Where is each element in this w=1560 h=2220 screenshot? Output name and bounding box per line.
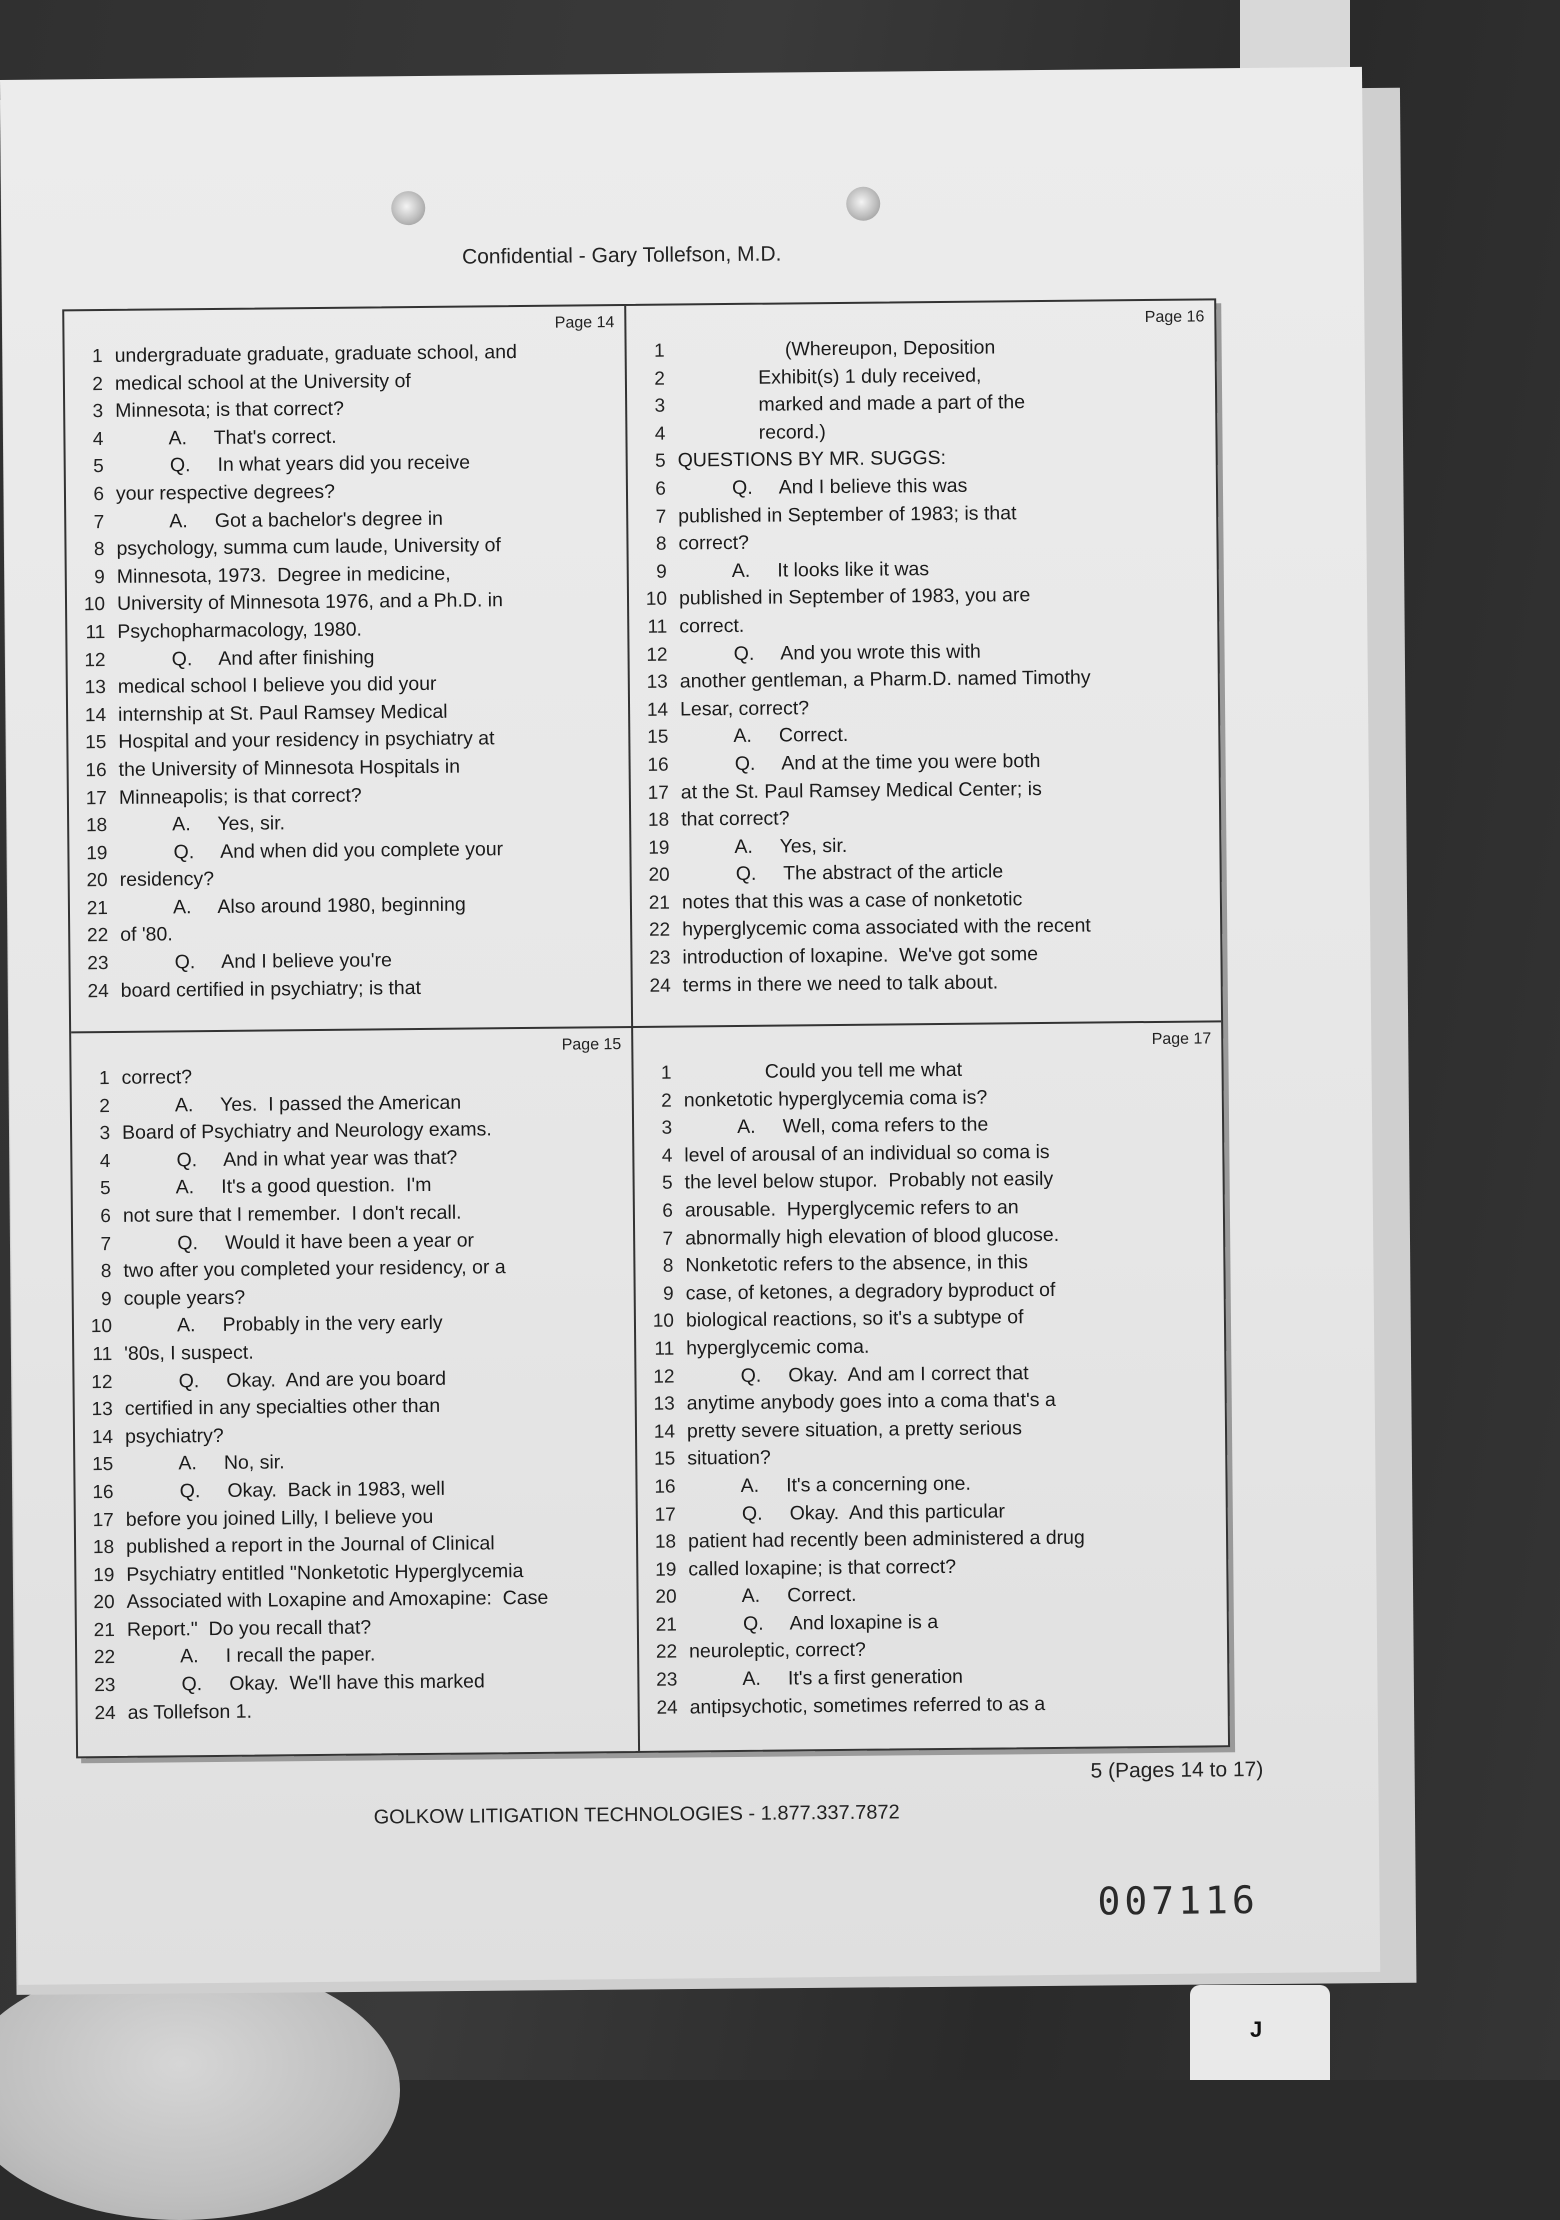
line-text: certified in any specialties other than [124, 1394, 441, 1420]
line-number: 6 [100, 1205, 112, 1228]
line-number: 1 [91, 346, 103, 368]
line-text: Hospital and your residency in psychiatry at [118, 727, 495, 754]
line-number: 5 [661, 1172, 673, 1195]
line-text: record.) [677, 420, 826, 445]
line-number: 2 [654, 368, 665, 390]
page-15-panel [71, 1028, 638, 1756]
line-text: not sure that I remember. I don't recall. [122, 1201, 462, 1227]
line-text: medical school at the University of [114, 369, 411, 395]
line-text: A. It looks like it was [678, 557, 930, 583]
line-text: Q. Okay. Back in 1983, well [125, 1477, 445, 1503]
line-text: case, of ketones, a degradory byproduct of [685, 1278, 1056, 1305]
line-text: Q. Okay. And this particular [687, 1499, 1006, 1525]
page-16-panel [626, 300, 1221, 1026]
line-number: 18 [654, 1531, 677, 1553]
line-number: 14 [84, 704, 107, 726]
line-number: 5 [93, 456, 104, 478]
line-text: your respective degrees? [115, 480, 336, 505]
line-text: psychiatry? [124, 1424, 224, 1448]
line-number: 4 [99, 1150, 111, 1172]
line-number: 20 [93, 1592, 115, 1614]
line-number: 2 [92, 373, 104, 395]
page-range-note: 5 (Pages 14 to 17) [1090, 1757, 1264, 1783]
transcript-lines [71, 1060, 637, 1728]
line-text: Q. And in what year was that? [122, 1146, 458, 1172]
line-number: 19 [648, 837, 670, 859]
line-number: 15 [654, 1448, 676, 1471]
line-number: 10 [90, 1316, 113, 1338]
line-text: published a report in the Journal of Clinical [125, 1532, 495, 1558]
line-number: 12 [646, 644, 668, 666]
line-text: board certified in psychiatry; is that [120, 976, 422, 1002]
line-text: correct? [678, 531, 750, 555]
line-number: 11 [85, 621, 106, 644]
line-number: 21 [648, 892, 671, 914]
line-number: 12 [84, 649, 106, 671]
line-text: A. Probably in the very early [123, 1312, 443, 1338]
line-number: 11 [647, 616, 668, 638]
line-text: correct. [679, 614, 745, 638]
line-text: Exhibit(s) 1 duly received, [676, 364, 982, 390]
line-number: 8 [655, 533, 667, 555]
line-text: Q. And loxapine is a [688, 1610, 939, 1636]
line-number: 7 [662, 1228, 674, 1250]
line-text: medical school I believe you did your [117, 672, 437, 699]
line-text: antipsychotic, sometimes referred to as a [689, 1692, 1046, 1719]
line-text: A. Well, coma refers to the [683, 1113, 989, 1139]
line-text: A. Got a bachelor's degree in [116, 507, 444, 533]
line-text: another gentleman, a Pharm.D. named Timothy [679, 666, 1091, 693]
line-number: 15 [647, 726, 669, 749]
transcript-lines [633, 1054, 1227, 1722]
line-text: before you joined Lilly, I believe you [125, 1505, 434, 1531]
line-number: 13 [653, 1393, 675, 1415]
line-text: Q. Okay. And are you board [124, 1367, 447, 1393]
line-number: 19 [86, 842, 108, 864]
line-number: 14 [653, 1421, 676, 1443]
line-number: 6 [662, 1200, 673, 1222]
line-number: 17 [647, 782, 669, 804]
line-number: 22 [93, 1647, 116, 1669]
transcript-page [0, 67, 1380, 1985]
line-number: 1 [660, 1062, 672, 1084]
line-text: A. Also around 1980, beginning [119, 893, 466, 919]
line-text: Q. And you wrote this with [679, 640, 981, 666]
line-text: biological reactions, so it's a subtype of [685, 1306, 1024, 1332]
line-text: two after you completed your residency, or a [123, 1256, 506, 1283]
line-number: 11 [654, 1338, 675, 1360]
line-text: Q. And after finishing [117, 645, 375, 671]
line-number: 9 [656, 561, 667, 583]
line-number: 24 [656, 1697, 678, 1719]
line-text: notes that this was a case of nonketotic [681, 888, 1023, 914]
line-text: A. Yes. I passed the American [121, 1091, 462, 1117]
line-number: 7 [100, 1233, 112, 1255]
line-number: 17 [92, 1509, 114, 1531]
line-number: 4 [661, 1145, 673, 1167]
line-number: 6 [655, 478, 667, 500]
line-text: hyperglycemic coma associated with the recent [682, 915, 1091, 941]
line-number: 20 [655, 1586, 677, 1609]
line-text: psychology, summa cum laude, University of [116, 534, 501, 561]
line-number: 14 [646, 699, 669, 721]
line-text: as Tollefson 1. [127, 1700, 253, 1724]
line-text: A. Yes, sir. [119, 812, 286, 836]
line-number: 3 [654, 395, 666, 417]
line-text: University of Minnesota 1976, and a Ph.D. in [116, 589, 504, 616]
line-number: 16 [654, 1476, 676, 1498]
line-text: A. It's a first generation [689, 1665, 964, 1691]
line-text: A. Correct. [680, 724, 849, 748]
line-number: 3 [661, 1117, 673, 1139]
line-text: abnormally high elevation of blood glucose. [685, 1223, 1060, 1250]
page-label: Page 17 [1151, 1030, 1212, 1048]
transcript-line [78, 1695, 638, 1728]
line-number: 9 [101, 1288, 112, 1310]
line-number: 9 [94, 566, 105, 588]
line-number: 23 [94, 1675, 116, 1697]
line-number: 19 [93, 1564, 115, 1586]
header-title: Confidential - Gary Tollefson, M.D. [461, 242, 782, 269]
line-text: Psychiatry entitled "Nonketotic Hyperglycemia [126, 1559, 524, 1586]
line-number: 6 [93, 483, 105, 506]
line-text: that correct? [681, 807, 790, 831]
line-number: 10 [645, 588, 668, 611]
line-number: 16 [92, 1481, 114, 1504]
line-number: 4 [92, 428, 104, 450]
line-number: 18 [647, 809, 670, 831]
line-text: Q. The abstract of the article [681, 860, 1004, 886]
line-number: 18 [92, 1537, 115, 1559]
line-text: hyperglycemic coma. [686, 1335, 870, 1360]
line-number: 1 [653, 340, 665, 362]
transcript-lines [627, 332, 1221, 1000]
line-text: Minnesota; is that correct? [115, 397, 344, 423]
line-number: 4 [654, 423, 666, 445]
line-number: 18 [85, 815, 108, 837]
page-label: Page 15 [561, 1036, 622, 1054]
line-number: 16 [647, 754, 669, 776]
line-number: 20 [86, 870, 108, 892]
line-text: couple years? [123, 1286, 246, 1310]
line-number: 13 [646, 671, 668, 693]
line-text: situation? [687, 1446, 771, 1470]
line-text: A. No, sir. [125, 1451, 285, 1476]
line-text: marked and made a part of the [677, 391, 1026, 417]
line-text: A. Correct. [688, 1584, 857, 1608]
line-text: the University of Minnesota Hospitals in [118, 755, 461, 781]
line-text: A. That's correct. [115, 425, 337, 450]
line-number: 5 [655, 451, 666, 473]
bates-number: 007116 [1097, 1878, 1260, 1924]
index-tab [1190, 1985, 1330, 2080]
line-text: A. It's a concerning one. [687, 1472, 971, 1498]
line-number: 19 [655, 1559, 677, 1581]
line-number: 8 [662, 1255, 674, 1277]
line-number: 21 [655, 1614, 677, 1636]
line-text: Lesar, correct? [679, 696, 810, 721]
transcript-lines [65, 338, 631, 1006]
line-number: 11 [92, 1343, 113, 1366]
line-text: Q. In what years did you receive [115, 451, 471, 478]
line-number: 1 [98, 1067, 110, 1090]
line-number: 17 [85, 787, 107, 809]
line-number: 21 [86, 897, 109, 920]
line-text: nonketotic hyperglycemia coma is? [683, 1086, 988, 1112]
line-text: Nonketotic refers to the absence, in this [685, 1251, 1029, 1277]
punch-hole [391, 191, 425, 225]
line-number: 24 [649, 975, 671, 997]
line-number: 12 [91, 1371, 113, 1393]
line-number: 7 [655, 506, 667, 528]
line-text: residency? [119, 868, 215, 892]
line-text: anytime anybody goes into a coma that's a [686, 1389, 1056, 1415]
line-text: Q. And when did you complete your [119, 837, 504, 864]
tab-letter: J [1250, 2017, 1263, 2042]
line-number: 10 [652, 1310, 675, 1333]
transcript-line [71, 973, 631, 1006]
punch-hole [846, 187, 880, 221]
line-number: 22 [86, 925, 109, 947]
line-text: Report." Do you recall that? [126, 1616, 372, 1641]
line-text: called loxapine; is that correct? [688, 1555, 957, 1581]
line-text: introduction of loxapine. We've got some [682, 943, 1039, 969]
line-number: 12 [653, 1366, 675, 1388]
line-number: 14 [91, 1426, 114, 1448]
line-number: 8 [100, 1261, 112, 1283]
company-footer: GOLKOW LITIGATION TECHNOLOGIES - 1.877.337.7872 [373, 1801, 900, 1829]
line-text: Q. And I believe you're [120, 949, 393, 974]
line-number: 23 [87, 953, 109, 975]
line-text: Q. Okay. And am I correct that [686, 1361, 1029, 1388]
line-number: 23 [649, 947, 671, 969]
line-number: 5 [99, 1178, 111, 1200]
line-text: Minneapolis; is that correct? [118, 784, 362, 809]
line-text: A. It's a good question. I'm [122, 1174, 432, 1200]
page-17-panel [633, 1022, 1228, 1751]
line-text: published in September of 1983; is that [678, 501, 1017, 528]
line-text: QUESTIONS BY MR. SUGGS: [677, 447, 947, 472]
line-number: 13 [84, 677, 106, 699]
page-14-panel [64, 306, 631, 1031]
line-number: 20 [648, 864, 670, 887]
line-number: 2 [661, 1090, 672, 1112]
line-number: 16 [85, 759, 107, 782]
page-label: Page 14 [554, 314, 615, 332]
line-number: 10 [83, 594, 106, 616]
line-text: Associated with Loxapine and Amoxapine: Case [126, 1587, 549, 1614]
line-text: at the St. Paul Ramsey Medical Center; is [680, 777, 1042, 803]
line-number: 23 [656, 1669, 678, 1691]
line-text: published in September of 1983, you are [678, 584, 1031, 610]
line-number: 21 [93, 1619, 115, 1642]
line-text: terms in there we need to talk about. [682, 971, 999, 997]
line-number: 8 [93, 539, 105, 561]
line-text: undergraduate graduate, graduate school, and [114, 341, 517, 367]
line-number: 24 [94, 1702, 116, 1724]
line-text: Board of Psychiatry and Neurology exams. [122, 1118, 492, 1145]
line-number: 24 [87, 980, 109, 1002]
line-number: 7 [93, 511, 105, 533]
line-text: the level below stupor. Probably not easily [684, 1168, 1054, 1194]
line-number: 15 [85, 732, 107, 754]
line-number: 9 [663, 1283, 674, 1305]
line-text: pretty severe situation, a pretty serious [686, 1416, 1023, 1443]
line-text: arousable. Hyperglycemic refers to an [684, 1196, 1019, 1222]
line-text: Could you tell me what [683, 1058, 963, 1084]
line-text: (Whereupon, Deposition [676, 336, 996, 362]
line-text: Q. And I believe this was [677, 474, 968, 500]
page-label: Page 16 [1144, 308, 1205, 327]
line-text: correct? [121, 1066, 193, 1089]
line-text: Psychopharmacology, 1980. [117, 618, 363, 643]
line-text: Q. And at the time you were both [680, 749, 1041, 776]
line-number: 17 [654, 1504, 676, 1526]
line-number: 13 [91, 1399, 113, 1421]
line-text: A. Yes, sir. [681, 834, 848, 859]
line-number: 22 [648, 920, 671, 942]
line-number: 22 [655, 1642, 678, 1664]
line-text: '80s, I suspect. [124, 1341, 254, 1365]
line-text: neuroleptic, correct? [689, 1639, 866, 1663]
line-number: 15 [92, 1454, 114, 1476]
line-text: patient had recently been administered a drug [687, 1526, 1085, 1553]
line-text: Q. Would it have been a year or [123, 1229, 475, 1255]
line-text: of '80. [120, 923, 173, 947]
line-text: Q. Okay. We'll have this marked [127, 1670, 485, 1696]
line-text: A. I recall the paper. [127, 1643, 376, 1669]
line-text: internship at St. Paul Ramsey Medical [117, 700, 448, 726]
transcript-line [633, 967, 1221, 1000]
line-number: 3 [99, 1123, 111, 1145]
line-number: 3 [92, 401, 104, 423]
line-text: level of arousal of an individual so coma is [684, 1140, 1050, 1167]
line-text: Minnesota, 1973. Degree in medicine, [116, 562, 451, 588]
transcript-line [640, 1689, 1228, 1722]
line-number: 2 [99, 1095, 110, 1117]
transcript-grid [62, 298, 1230, 1758]
